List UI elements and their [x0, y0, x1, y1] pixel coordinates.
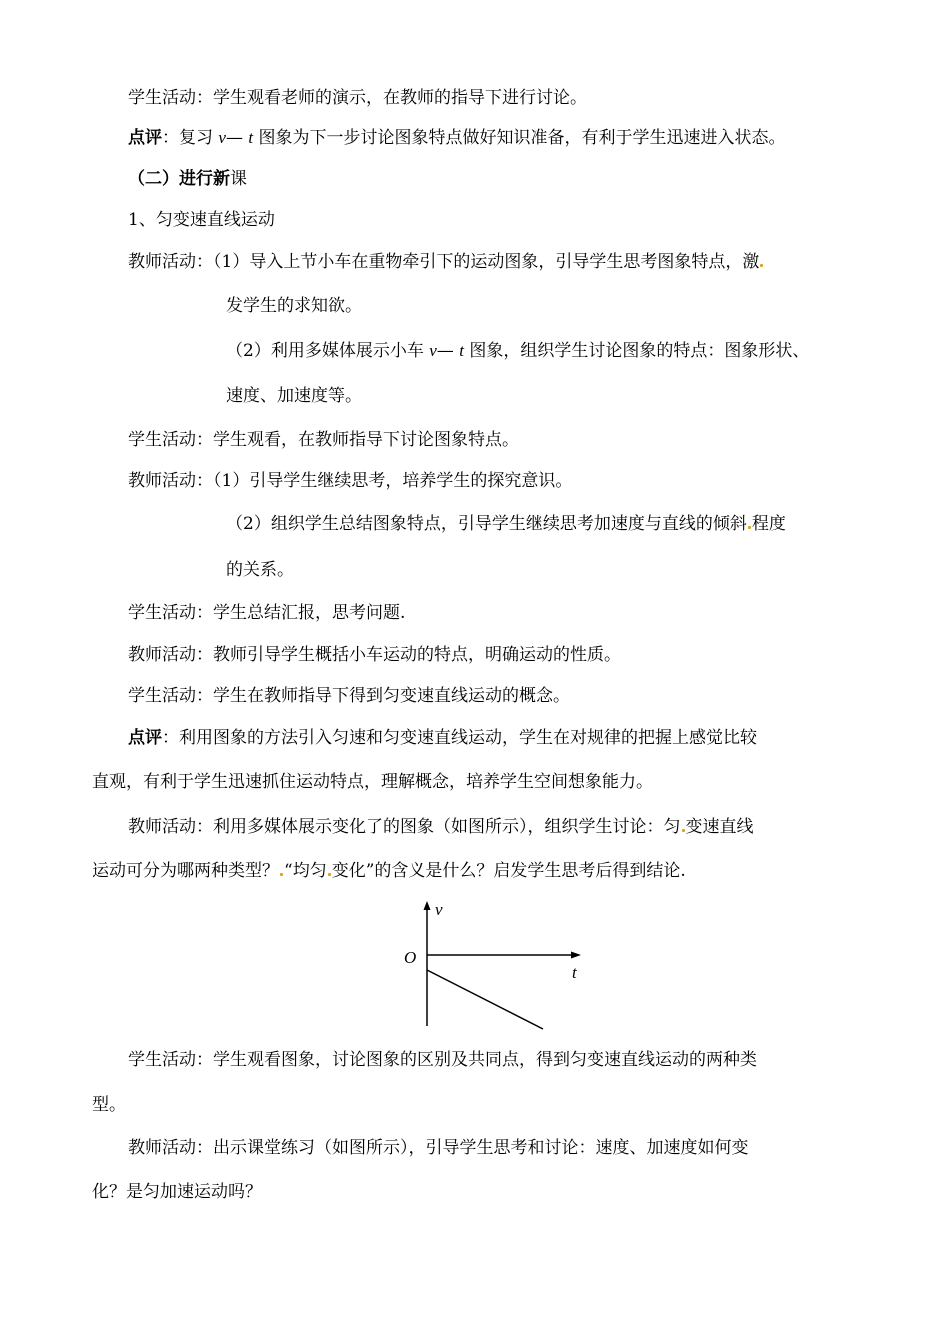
origin-label: O	[404, 948, 417, 967]
student-activity-4: 学生活动：学生在教师指导下得到匀变速直线运动的概念。	[128, 686, 570, 706]
teacher-activity-2-line1	[128, 469, 572, 493]
section-heading	[128, 167, 247, 191]
velocity-time-figure	[395, 898, 595, 1033]
teacher-activity-4-line2	[92, 859, 686, 883]
comment-1	[128, 126, 786, 150]
teacher-activity-1-line2: 发学生的求知欲。	[226, 296, 362, 316]
edit-mark	[280, 873, 283, 876]
teacher-activity-1-line1	[128, 250, 764, 274]
teacher-activity-2-line2-a: （2）组织学生总结图象特点，引导学生继续思考加速度与直线的倾斜	[226, 514, 747, 534]
teacher-activity-4-line2-c: 变化”的含义是什么？启发学生思考后得到结论.	[331, 861, 686, 881]
comment-label: 点评	[128, 728, 162, 748]
teacher-activity-label: 教师活动：	[128, 252, 213, 272]
student-activity-5-line2: 型。	[92, 1095, 126, 1115]
y-axis-arrow	[424, 901, 431, 910]
teacher-activity-4-line1	[128, 815, 754, 839]
comment-2-line2: 直观，有利于学生迅速抓住运动特点，理解概念，培养学生空间想象能力。	[92, 772, 653, 792]
teacher-activity-4-line2-a: 运动可分为哪两种类型？	[92, 861, 279, 881]
teacher-activity-4-line1-a: 教师活动：利用多媒体展示变化了的图象（如图所示），组织学生讨论：匀	[128, 817, 681, 837]
teacher-activity-2-line2-b: 程度	[751, 514, 786, 534]
edit-mark	[760, 264, 763, 267]
subsection-title: 1、匀变速直线运动	[128, 210, 275, 230]
x-axis-arrow	[571, 952, 581, 959]
dash: —	[436, 341, 460, 361]
teacher-activity-4-line1-b: 变速直线	[685, 817, 754, 837]
velocity-line	[427, 970, 543, 1029]
comment-2-text: ：利用图象的方法引入匀速和匀变速直线运动，学生在对规律的把握上感觉比较	[162, 728, 757, 748]
teacher-activity-1-line3-a: （2）利用多媒体展示小车	[226, 341, 430, 361]
teacher-activity-4-line2-b: “均匀	[284, 861, 327, 881]
variable-v: v	[218, 128, 226, 147]
comment-label: 点评	[128, 128, 162, 148]
teacher-activity-2-text: （1）引导学生继续思考，培养学生的探究意识。	[213, 471, 573, 491]
teacher-activity-1-line3	[226, 339, 809, 363]
section-heading-tail: 课	[230, 169, 247, 189]
edit-mark	[682, 829, 685, 832]
dash: —	[225, 128, 249, 148]
variable-v: v	[429, 341, 437, 360]
y-axis-label: v	[435, 900, 443, 919]
teacher-activity-2-line3: 的关系。	[226, 560, 294, 580]
teacher-activity-3: 教师活动：教师引导学生概括小车运动的特点，明确运动的性质。	[128, 645, 621, 665]
section-heading-bold: （二）进行新	[128, 169, 230, 189]
student-activity-1: 学生活动：学生观看老师的演示，在教师的指导下进行讨论。	[128, 88, 587, 108]
comment-2-line1	[128, 726, 757, 750]
student-activity-2: 学生活动：学生观看，在教师指导下讨论图象特点。	[128, 430, 519, 450]
edit-mark	[328, 873, 331, 876]
comment-1-colon: ：复习	[162, 128, 219, 148]
teacher-activity-1-line3-b: 图象，组织学生讨论图象的特点：图象形状、	[463, 341, 810, 361]
student-activity-3: 学生活动：学生总结汇报，思考问题.	[128, 603, 406, 623]
edit-mark	[748, 526, 751, 529]
teacher-activity-5-line1: 教师活动：出示课堂练习（如图所示），引导学生思考和讨论：速度、加速度如何变	[128, 1138, 749, 1158]
variable-t: t	[248, 128, 254, 147]
teacher-activity-1-text: （1）导入上节小车在重物牵引下的运动图象，引导学生思考图象特点，激	[213, 252, 760, 272]
teacher-activity-5-line2: 化？是匀加速运动吗？	[92, 1182, 262, 1202]
teacher-activity-1-line4: 速度、加速度等。	[226, 386, 362, 406]
variable-t: t	[459, 341, 464, 360]
comment-1-text: 图象为下一步讨论图象特点做好知识准备，有利于学生迅速进入状态。	[253, 128, 786, 148]
teacher-activity-2-line2	[226, 512, 786, 536]
x-axis-label: t	[572, 963, 577, 982]
teacher-activity-label: 教师活动：	[128, 471, 213, 491]
student-activity-5-line1: 学生活动：学生观看图象，讨论图象的区别及共同点，得到匀变速直线运动的两种类	[128, 1050, 757, 1070]
